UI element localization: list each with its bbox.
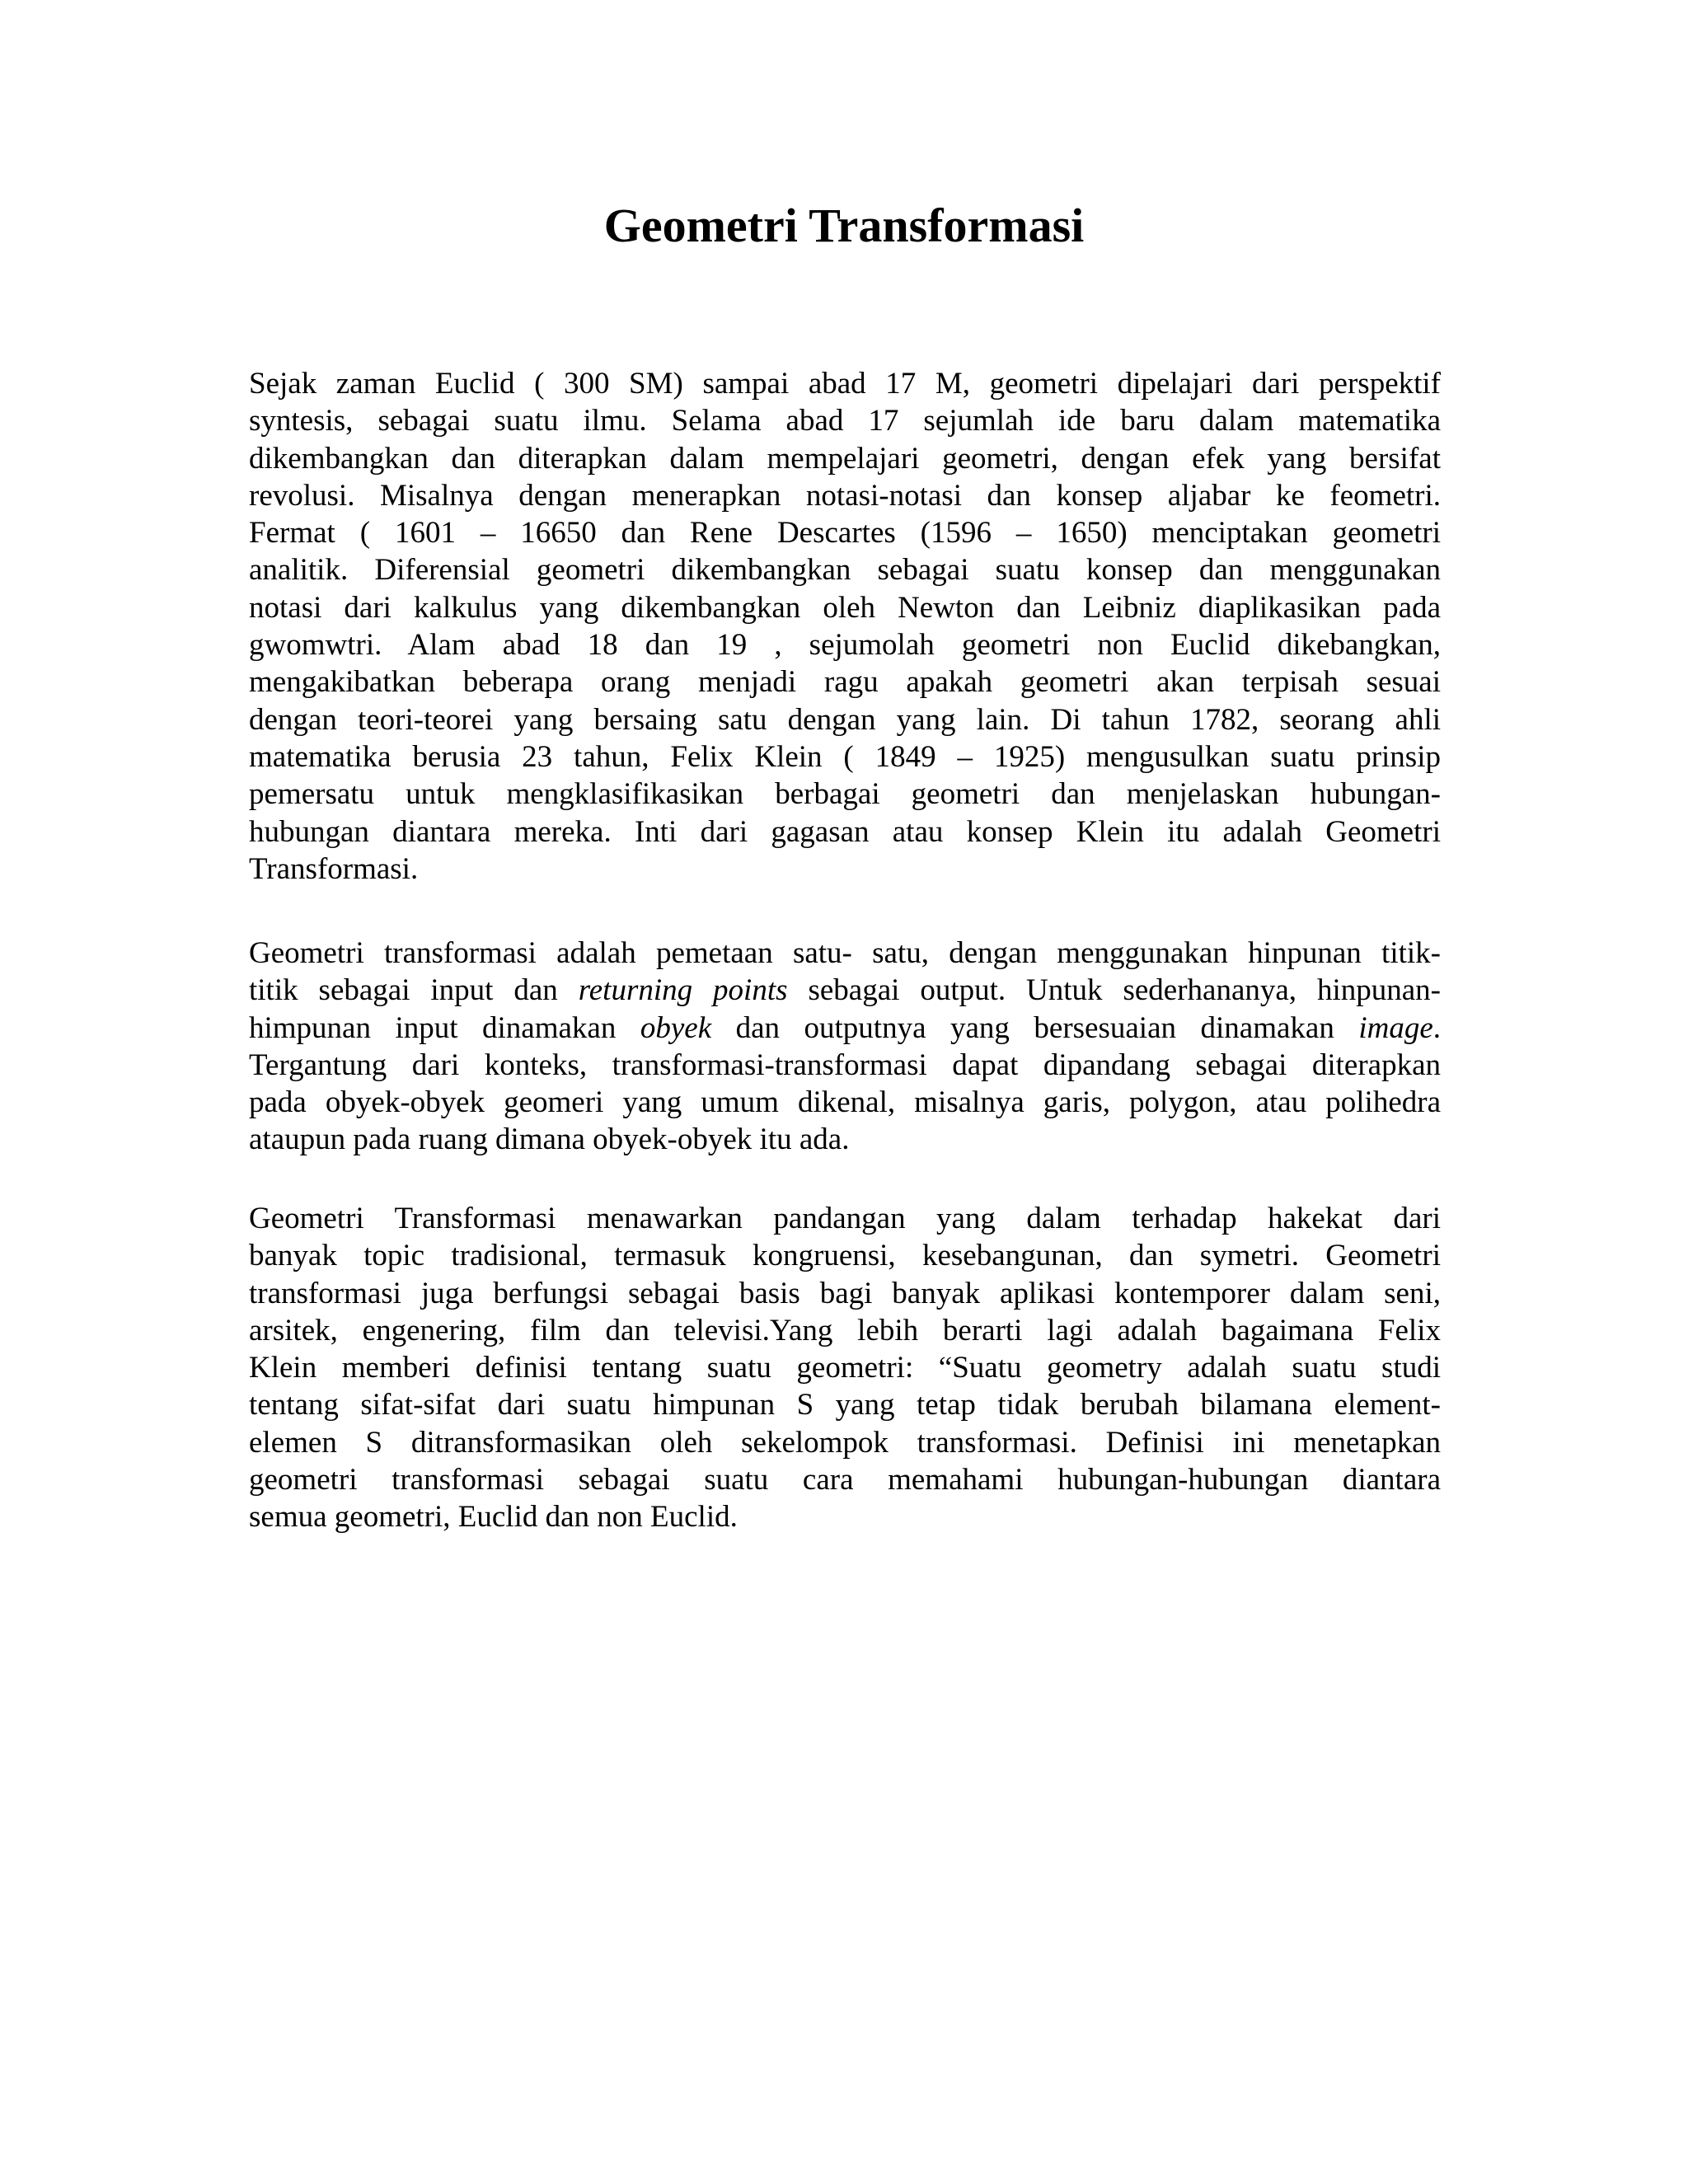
text-line: Transformasi. — [249, 851, 419, 886]
text-line: tentang sifat-sifat dari suatu himpunan S yang tetap tidak berubah bilamana element- — [249, 1388, 1441, 1422]
text-line: Klein memberi definisi tentang suatu geometri: “Suatu geometry adalah suatu studi — [249, 1351, 1441, 1385]
text-line — [249, 972, 1441, 1009]
italic-term: image — [1358, 1010, 1433, 1045]
text-line: elemen S ditransformasikan oleh sekelompok transformasi. Definisi ini menetapkan — [249, 1425, 1441, 1460]
text-line: revolusi. Misalnya dengan menerapkan notasi-notasi dan konsep aljabar ke feometri. — [249, 478, 1441, 513]
text-line: matematika berusia 23 tahun, Felix Klein ( 1849 – 1925) mengusulkan suatu prinsip — [249, 739, 1441, 774]
text-line: arsitek, engenering, film dan televisi.Yang lebih berarti lagi adalah bagaimana Felix — [249, 1313, 1441, 1347]
text-line: Tergantung dari konteks, transformasi-transformasi dapat dipandang sebagai diterapkan — [249, 1047, 1441, 1082]
text-line: geometri transformasi sebagai suatu cara memahami hubungan-hubungan diantara — [249, 1463, 1441, 1497]
text-line: Fermat ( 1601 – 16650 dan Rene Descartes (1596 – 1650) menciptakan geometri — [249, 516, 1441, 551]
text-line: notasi dari kalkulus yang dikembangkan oleh Newton dan Leibniz diaplikasikan pada — [249, 590, 1441, 625]
text-line: Geometri Transformasi menawarkan pandangan yang dalam terhadap hakekat dari — [249, 1202, 1441, 1235]
text-line: syntesis, sebagai suatu ilmu. Selama abad 17 sejumlah ide baru dalam matematika — [249, 404, 1441, 438]
text-line: banyak topic tradisional, termasuk kongruensi, kesebangunan, dan symetri. Geometri — [249, 1239, 1441, 1273]
text-run: himpunan input dinamakan — [249, 1010, 640, 1045]
text-line: analitik. Diferensial geometri dikembangkan sebagai suatu konsep dan menggunakan — [249, 553, 1441, 588]
italic-term: returning points — [578, 973, 788, 1008]
text-run: sebagai output. Untuk sederhananya, hinpunan- — [787, 973, 1441, 1008]
text-line — [249, 1010, 1441, 1047]
text-line: ataupun pada ruang dimana obyek-obyek itu ada. — [249, 1122, 850, 1157]
text-line: dikembangkan dan diterapkan dalam mempelajari geometri, dengan efek yang bersifat — [249, 441, 1441, 476]
paragraph-2 — [249, 935, 1441, 1159]
text-line: mengakibatkan beberapa orang menjadi ragu apakah geometri akan terpisah sesuai — [249, 665, 1441, 700]
text-line: pada obyek-obyek geomeri yang umum dikenal, misalnya garis, polygon, atau polihedra — [249, 1085, 1441, 1120]
paragraph-3 — [249, 1200, 1441, 1536]
text-line: hubungan diantara mereka. Inti dari gagasan atau konsep Klein itu adalah Geometri — [249, 814, 1441, 849]
page-title: Geometri Transformasi — [603, 199, 1085, 252]
text-line: Geometri transformasi adalah pemetaan satu- satu, dengan menggunakan hinpunan titik- — [249, 936, 1441, 970]
text-line: Sejak zaman Euclid ( 300 SM) sampai abad 17 M, geometri dipelajari dari perspektif — [249, 367, 1441, 401]
text-run: dan outputnya yang bersesuaian dinamakan — [711, 1010, 1359, 1045]
text-line: gwomwtri. Alam abad 18 dan 19 , sejumolah geometri non Euclid dikebangkan, — [249, 628, 1441, 663]
text-line: semua geometri, Euclid dan non Euclid. — [249, 1500, 738, 1535]
paragraph-1 — [249, 365, 1441, 888]
text-run: . — [1432, 1010, 1441, 1045]
text-line: pemersatu untuk mengklasifikasikan berbagai geometri dan menjelaskan hubungan- — [249, 777, 1441, 812]
text-line: transformasi juga berfungsi sebagai basis bagi banyak aplikasi kontemporer dalam seni, — [249, 1276, 1441, 1310]
text-run: titik sebagai input dan — [249, 973, 579, 1008]
text-line: dengan teori-teorei yang bersaing satu dengan yang lain. Di tahun 1782, seorang ahli — [249, 702, 1441, 737]
italic-term: obyek — [640, 1010, 712, 1045]
